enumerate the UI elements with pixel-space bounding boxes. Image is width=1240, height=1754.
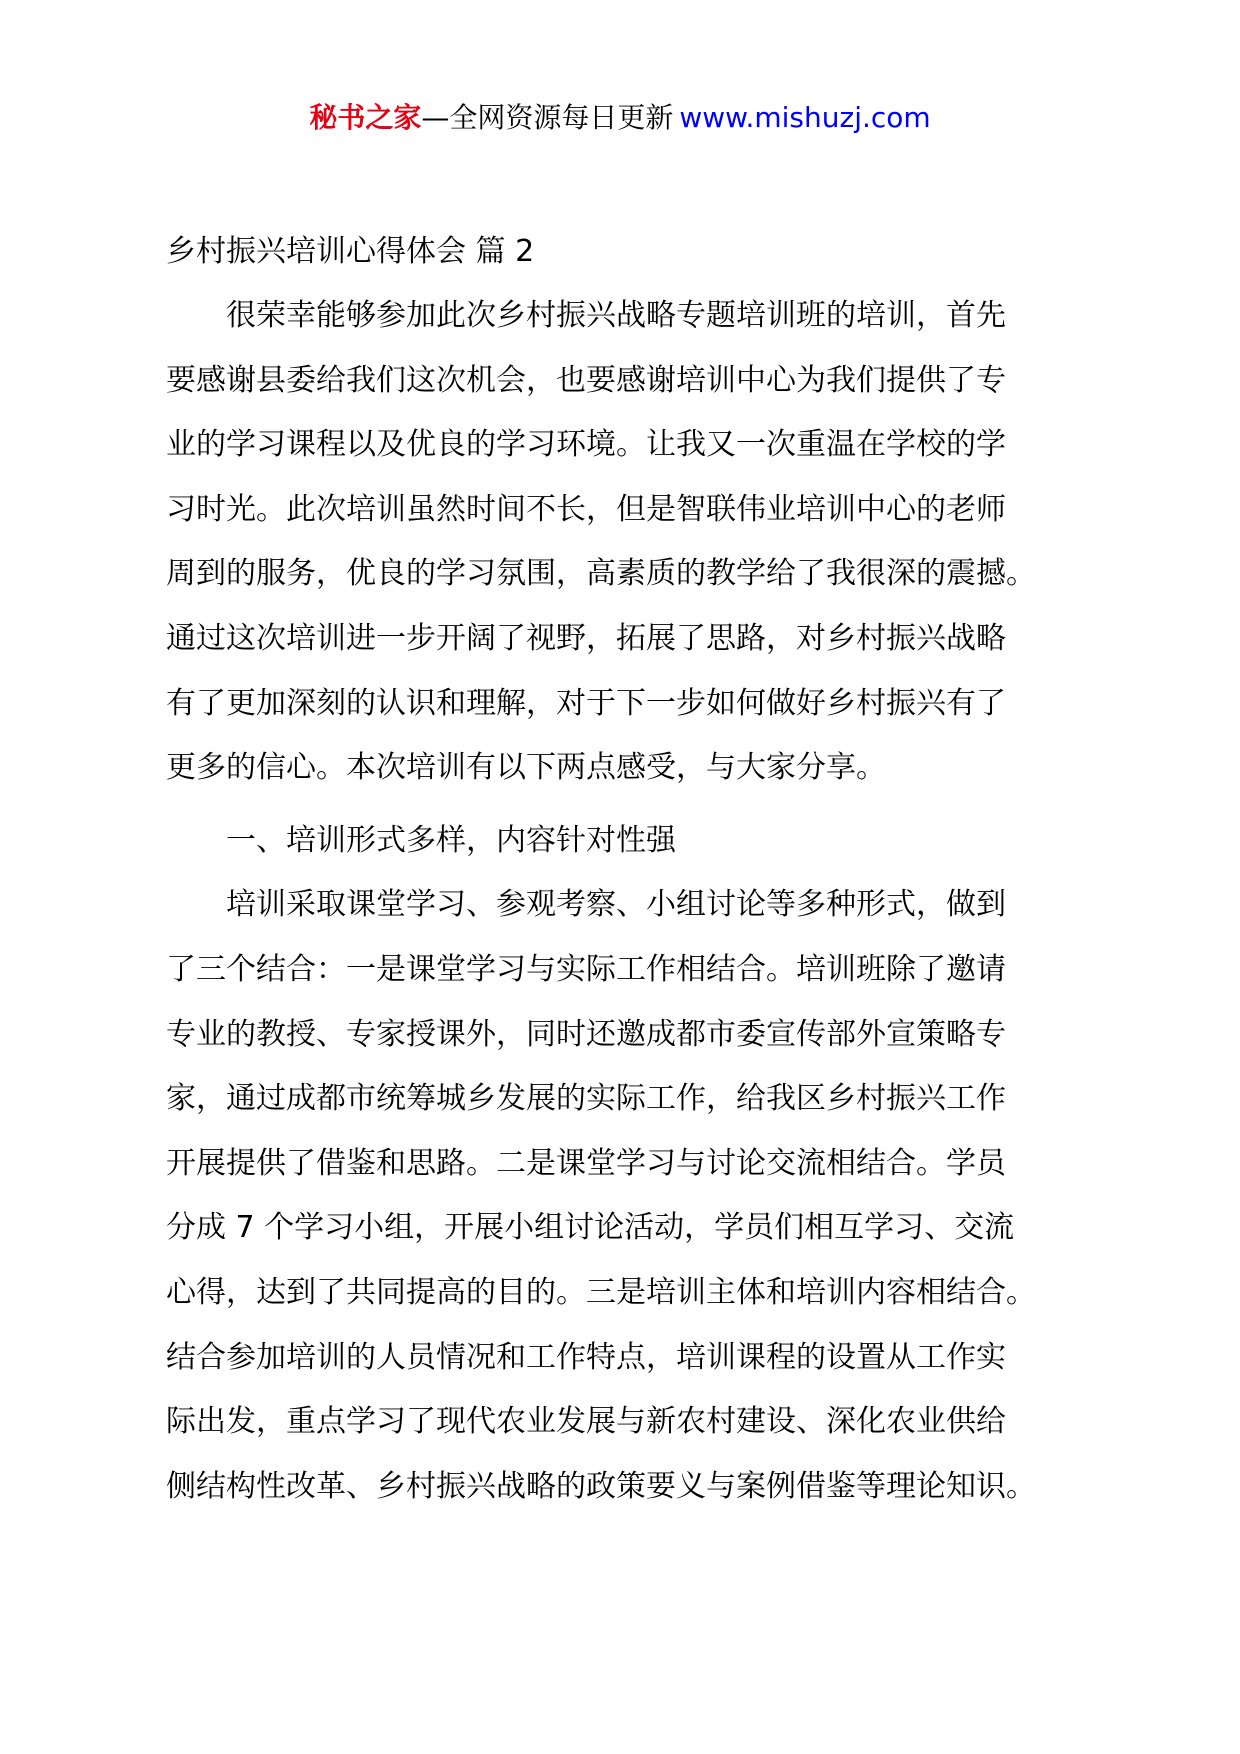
paragraph-line: 了三个结合：一是课堂学习与实际工作相结合。培训班除了邀请	[166, 951, 1006, 987]
paragraph-line: 通过这次培训进一步开阔了视野，拓展了思路，对乡村振兴战略	[166, 620, 1006, 656]
paragraph-line: 周到的服务，优良的学习氛围，高素质的教学给了我很深的震撼。	[166, 556, 1036, 592]
paragraph-line: 际出发，重点学习了现代农业发展与新农村建设、深化农业供给	[166, 1404, 1006, 1440]
paragraph-line: 分成 7 个学习小组，开展小组讨论活动，学员们相互学习、交流	[166, 1210, 1015, 1246]
paragraph-line: 家，通过成都市统筹城乡发展的实际工作，给我区乡村振兴工作	[166, 1081, 1006, 1117]
section-heading: 一、培训形式多样，内容针对性强	[226, 822, 676, 858]
paragraph-line: 要感谢县委给我们这次机会，也要感谢培训中心为我们提供了专	[166, 362, 1006, 398]
paragraph-line: 更多的信心。本次培训有以下两点感受，与大家分享。	[166, 750, 886, 786]
paragraph-line: 习时光。此次培训虽然时间不长，但是智联伟业培训中心的老师	[166, 491, 1006, 527]
paragraph-line: 有了更加深刻的认识和理解，对于下一步如何做好乡村振兴有了	[166, 685, 1006, 721]
paragraph-line: 开展提供了借鉴和思路。二是课堂学习与讨论交流相结合。学员	[166, 1145, 1006, 1181]
paragraph-intro	[166, 284, 1106, 801]
document-body	[166, 228, 1106, 1519]
paragraph-training-forms	[166, 873, 1106, 1519]
paragraph-line: 专业的教授、专家授课外，同时还邀成都市委宣传部外宣策略专	[166, 1016, 1006, 1052]
paragraph-line: 很荣幸能够参加此次乡村振兴战略专题培训班的培训，首先	[226, 298, 1006, 333]
site-header	[0, 98, 1240, 138]
paragraph-line: 业的学习课程以及优良的学习环境。让我又一次重温在学校的学	[166, 427, 1006, 463]
paragraph-line: 培训采取课堂学习、参观考察、小组讨论等多种形式，做到	[226, 887, 1006, 923]
paragraph-line: 侧结构性改革、乡村振兴战略的政策要义与案例借鉴等理论知识。	[166, 1468, 1036, 1504]
paragraph-line: 结合参加培训的人员情况和工作特点，培训课程的设置从工作实	[166, 1339, 1006, 1375]
document-title: 乡村振兴培训心得体会 篇 2	[166, 234, 535, 269]
site-url-link[interactable]: www.mishuzj.com	[679, 101, 931, 134]
site-brand: 秘书之家	[309, 101, 422, 134]
site-slogan: —全网资源每日更新	[421, 101, 674, 134]
paragraph-line: 心得，达到了共同提高的目的。三是培训主体和培训内容相结合。	[166, 1274, 1036, 1310]
